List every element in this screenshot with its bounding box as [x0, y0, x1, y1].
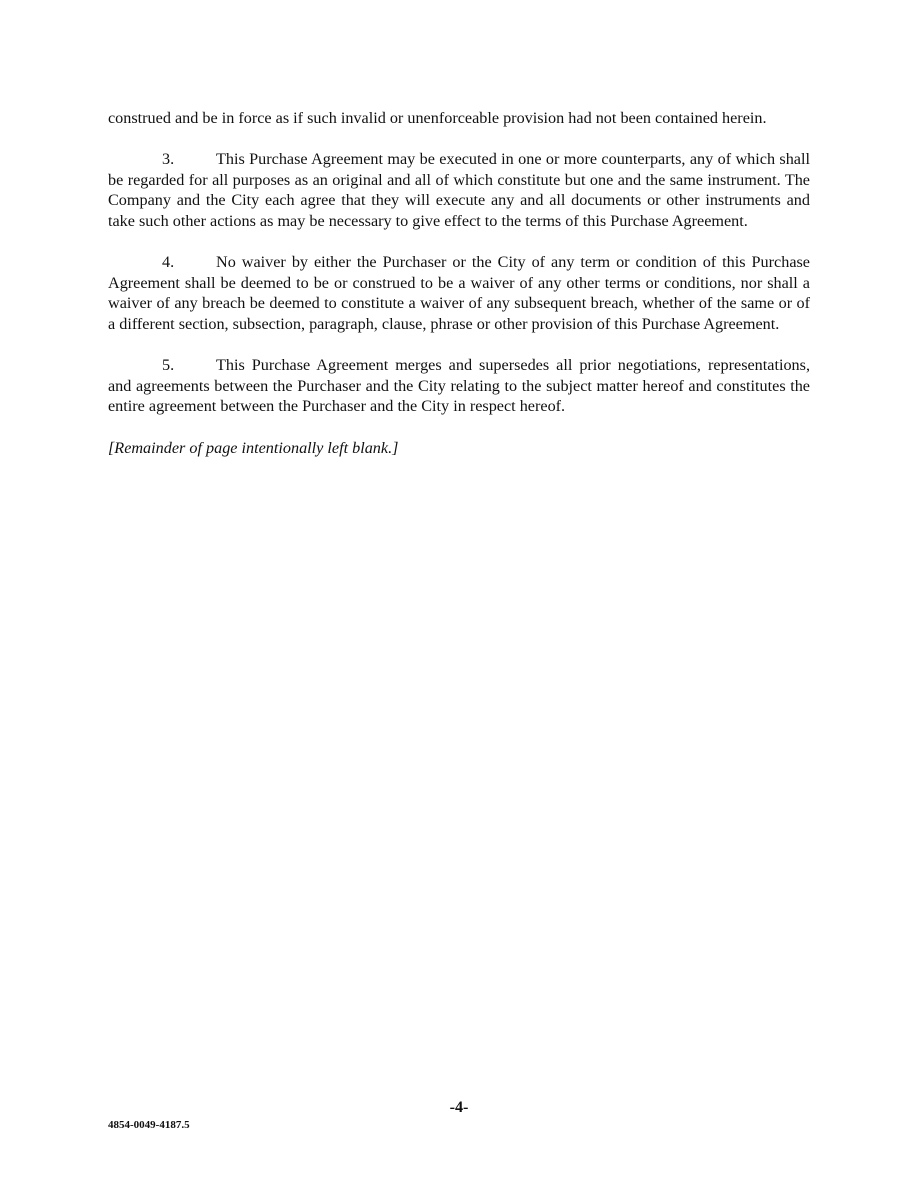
- paragraph-3-text: This Purchase Agreement may be executed in one or more counterparts, any of which shall be regarded for all purposes as an original and all of which constitute but one and the same instrument. The Company and the City each agree that they will execute any and all documents or other instruments and take such other actions as may be necessary to give effect to the terms of this Purchase Agreement.: [108, 150, 810, 230]
- document-id: 4854-0049-4187.5: [108, 1119, 190, 1131]
- document-body: [108, 108, 810, 479]
- paragraph-4-text: No waiver by either the Purchaser or the City of any term or condition of this Purchase Agreement shall be deemed to be or construed to be a waiver of any other terms or conditions, nor shall a waiver of any breach be deemed to constitute a waiver of any subsequent breach, whether of the same or of a different section, subsection, paragraph, clause, phrase or other provision of this Purchase Agreement.: [108, 253, 810, 333]
- paragraph-3: [108, 149, 810, 231]
- paragraph-5-number: 5.: [162, 356, 175, 375]
- paragraph-5: [108, 355, 810, 417]
- paragraph-4-number: 4.: [162, 253, 175, 272]
- paragraph-5-text: This Purchase Agreement merges and supersedes all prior negotiations, representations, and agreements between the Purchaser and the City relating to the subject matter hereof and constitutes the entire agreement between the Purchaser and the City in respect hereof.: [108, 356, 810, 416]
- paragraph-4: [108, 252, 810, 334]
- paragraph-3-number: 3.: [162, 150, 175, 169]
- remainder-note: [Remainder of page intentionally left blank.]: [108, 438, 399, 457]
- continuation-paragraph: construed and be in force as if such invalid or unenforceable provision had not been contained herein.: [108, 109, 767, 127]
- page-number: -4-: [449, 1098, 469, 1116]
